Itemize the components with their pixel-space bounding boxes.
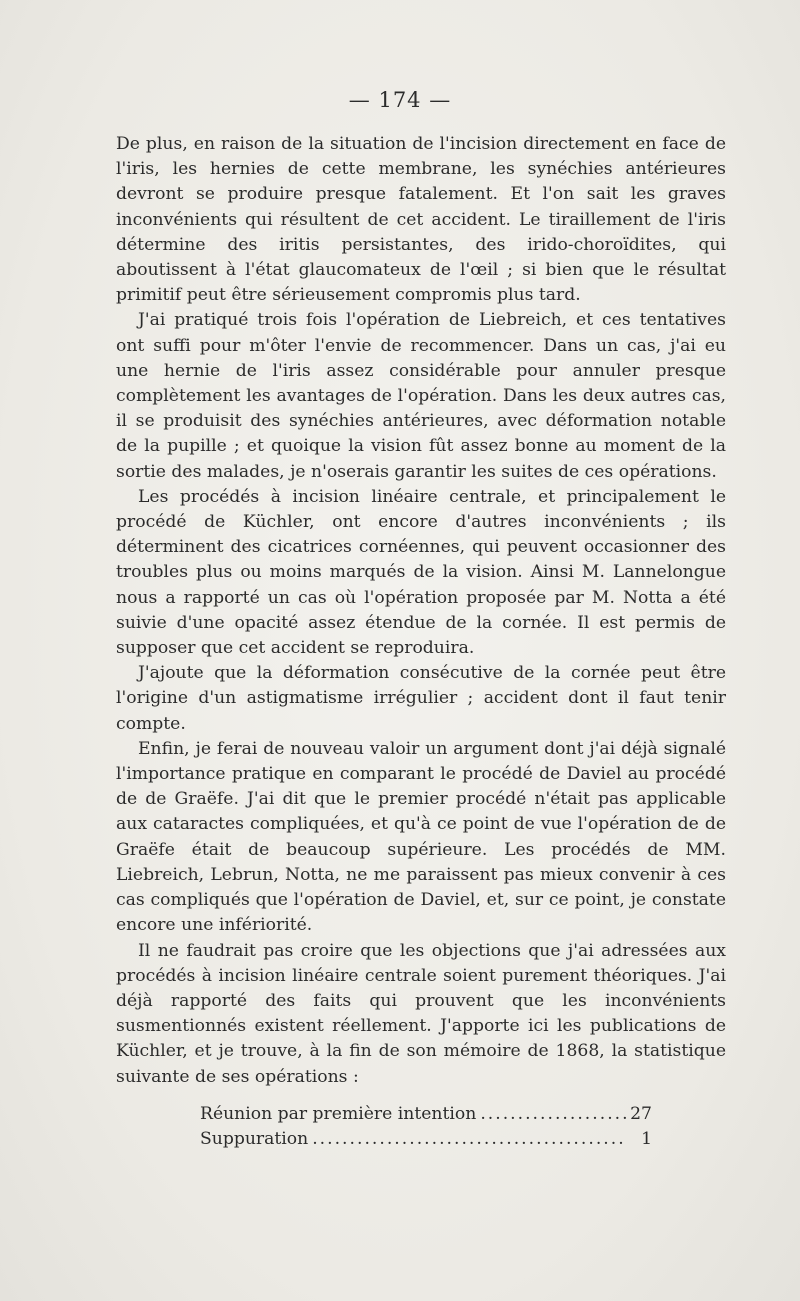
- paragraph: J'ai pratiqué trois fois l'opération de Liebreich, et ces tentatives ont suffi pour m'ôter l'envie de recommencer. Dans un cas, j'ai eu une hernie de l'iris assez considérable pour annuler presque complètement les avantages de l'opération. Dans les deux autres cas, il se produisit des synéchies antérieures, avec déformation notable de la pupille ; et quoique la vision fût assez bonne au moment de la sortie des malades, je n'oserais garantir les suites de ces opérations.: [116, 310, 726, 482]
- body-text: [116, 132, 726, 1090]
- paragraph: Les procédés à incision linéaire centrale, et principalement le procédé de Küchler, ont encore d'autres inconvénients ; ils déterminent des cicatrices cornéennes, qui peuvent occasionner des troubles plus ou moins marqués de la vision. Ainsi M. Lannelongue nous a rapporté un cas où l'opération proposée par M. Notta a été suivie d'une opacité assez étendue de la cornée. Il est permis de supposer que cet accident se reproduira.: [116, 486, 726, 659]
- stat-label: Suppuration: [200, 1129, 309, 1150]
- stat-value: 27: [630, 1104, 652, 1124]
- page-number: — 174 —: [348, 88, 452, 112]
- stat-label: Réunion par première intention: [200, 1104, 477, 1124]
- paragraph: Enfin, je ferai de nouveau valoir un argument dont j'ai déjà signalé l'importance pratique en comparant le procédé de Daviel au procédé de de Graëfe. J'ai dit que le premier procédé n'était pas applicable aux cataractes compliquées, et qu'à ce point de vue l'opération de de Graëfe était de beaucoup supérieure. Les procédés de MM. Liebreich, Lebrun, Notta, ne me paraissent pas mieux convenir à ces cas compliqués que l'opération de Daviel, et, sur ce point, je constate encore une infériorité.: [116, 738, 726, 936]
- paragraph: De plus, en raison de la situation de l'incision directement en face de l'iris, les hernies de cette membrane, les synéchies antérieures devront se produire presque fatalement. Et l'on sait les graves inconvénients qui résultent de cet accident. Le tiraillement de l'iris détermine des iritis persistantes, des irido-choroïdites, qui aboutissent à l'état glaucomateux de l'œil ; si bien que le résultat primitif peut être sérieusement compromis plus tard.: [116, 134, 726, 306]
- stat-row: [200, 1102, 652, 1127]
- stat-row: [200, 1127, 652, 1152]
- leader-dots: [480, 1102, 626, 1127]
- statistics-table: [200, 1102, 652, 1152]
- paragraph: J'ajoute que la déformation consécutive de la cornée peut être l'origine d'un astigmatisme irrégulier ; accident dont il faut tenir compte.: [116, 663, 726, 734]
- stat-value: 1: [641, 1129, 652, 1150]
- paragraph: Il ne faudrait pas croire que les objections que j'ai adressées aux procédés à incision linéaire centrale soient purement théoriques. J'ai déjà rapporté des faits qui prouvent que les inconvénients susmentionnés existent réellement. J'apporte ici les publications de Küchler, et je trouve, à la fin de son mémoire de 1868, la statistique suivante de ses opérations :: [116, 940, 726, 1087]
- leader-dots: [312, 1127, 626, 1152]
